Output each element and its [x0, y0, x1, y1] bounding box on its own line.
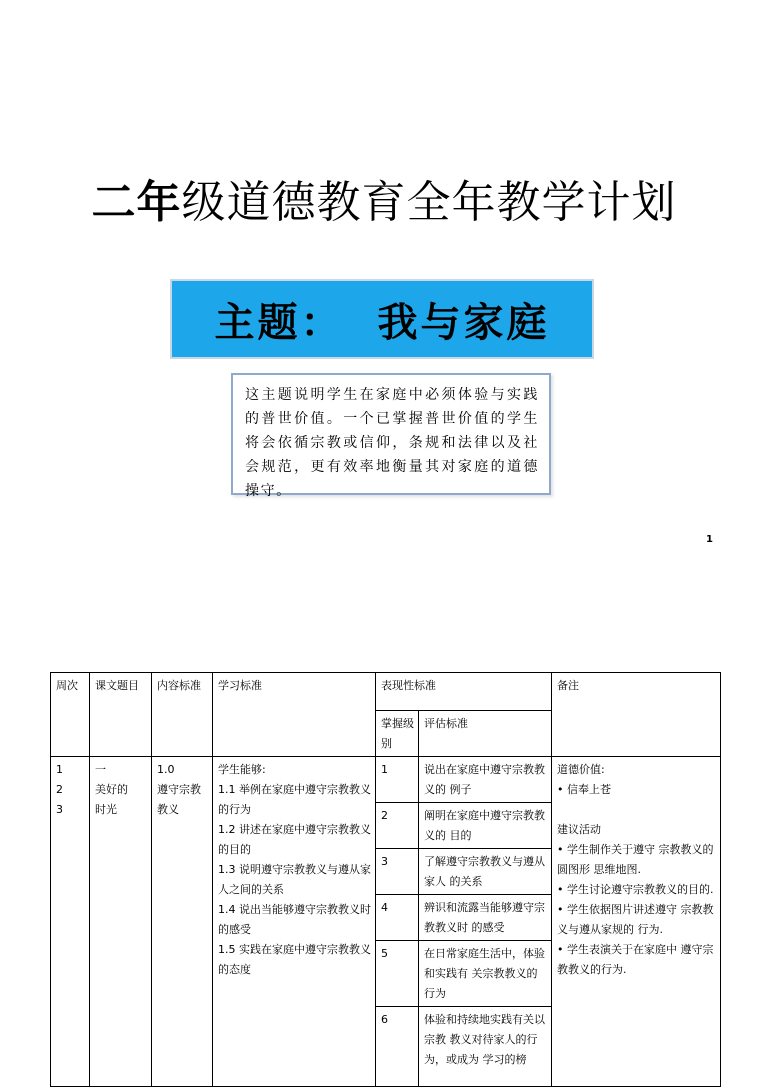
- level-number: 2: [376, 803, 419, 849]
- assessment-criteria: 阐明在家庭中遵守宗教教义的 目的: [419, 803, 552, 849]
- document-title-bold-part: 二年: [91, 177, 182, 228]
- lesson-text: 美好的: [95, 783, 128, 796]
- level-number: 4: [376, 895, 419, 941]
- activity-item: • 学生制作关于遵守 宗教教义的圆图形 思维地图.: [557, 843, 714, 876]
- header-performance-standard: 表现性标准: [376, 673, 552, 711]
- header-learning-standard: 学习标准: [213, 673, 376, 757]
- activity-item: • 学生表演关于在家庭中 遵守宗教教义的行为.: [557, 943, 714, 976]
- theme-value: 我与家庭: [377, 298, 550, 346]
- assessment-criteria: 体验和持续地实践有关以宗教 教义对待家人的行为，或成为 学习的榜: [419, 1007, 552, 1087]
- assessment-criteria: 了解遵守宗教教义与遵从家人 的关系: [419, 849, 552, 895]
- week-number: 3: [56, 803, 63, 816]
- document-title: [0, 172, 768, 234]
- week-number: 2: [56, 783, 63, 796]
- theme-banner: [170, 279, 594, 359]
- level-number: 6: [376, 1007, 419, 1087]
- content-text: 教义: [157, 803, 179, 816]
- remarks-cell: [552, 757, 721, 1087]
- learning-text: 1.4 说出当能够遵守宗教教义时的感受: [218, 903, 371, 936]
- learning-text: 1.5 实践在家庭中遵守宗教教义的态度: [218, 943, 371, 976]
- lesson-text: 时光: [95, 803, 117, 816]
- learning-text: 1.3 说明遵守宗教教义与遵从家人之间的关系: [218, 863, 371, 896]
- assessment-criteria: 辨识和流露当能够遵守宗教教义时 的感受: [419, 895, 552, 941]
- lesson-text: 一: [95, 763, 106, 776]
- document-title-regular-part: 级道德教育全年教学计划: [181, 177, 677, 228]
- week-number: 1: [56, 763, 63, 776]
- week-cell: [51, 757, 90, 1087]
- learning-text: 学生能够:: [218, 763, 266, 776]
- theme-description-box: 这主题说明学生在家庭中必须体验与实践的普世价值。一个已掌握普世价值的学生将会依循宗教或信仰，条规和法律以及社会规范，更有效率地衡量其对家庭的道德操守。: [231, 373, 551, 495]
- activity-item: • 学生依据图片讲述遵守 宗教教义与遵从家规的 行为.: [557, 903, 714, 936]
- assessment-criteria: 说出在家庭中遵守宗教教义的 例子: [419, 757, 552, 803]
- level-number: 5: [376, 941, 419, 1007]
- learning-text: 1.2 讲述在家庭中遵守宗教教义的目的: [218, 823, 371, 856]
- learning-text: 1.1 举例在家庭中遵守宗教教义的行为: [218, 783, 371, 816]
- moral-value-label: 道德价值:: [557, 763, 605, 776]
- learning-standard-cell: [213, 757, 376, 1087]
- header-assessment: 评估标准: [419, 711, 552, 757]
- teaching-plan-table: [50, 672, 721, 1087]
- content-standard-cell: [152, 757, 213, 1087]
- lesson-cell: [90, 757, 152, 1087]
- level-number: 3: [376, 849, 419, 895]
- header-lesson: 课文题目: [90, 673, 152, 757]
- content-text: 1.0: [157, 763, 175, 776]
- page-number: 1: [706, 534, 713, 545]
- activity-item: • 学生讨论遵守宗教教义的目的.: [557, 883, 714, 896]
- activities-label: 建议活动: [557, 823, 601, 836]
- content-text: 遵守宗教: [157, 783, 201, 796]
- header-mastery-level: 掌握级别: [376, 711, 419, 757]
- moral-value-item: • 信奉上苍: [557, 783, 611, 796]
- level-number: 1: [376, 757, 419, 803]
- header-week: 周次: [51, 673, 90, 757]
- header-content-standard: 内容标准: [152, 673, 213, 757]
- header-remarks: 备注: [552, 673, 721, 757]
- assessment-criteria: 在日常家庭生活中，体验和实践有 关宗教教义的行为: [419, 941, 552, 1007]
- theme-label: 主题：: [214, 298, 344, 346]
